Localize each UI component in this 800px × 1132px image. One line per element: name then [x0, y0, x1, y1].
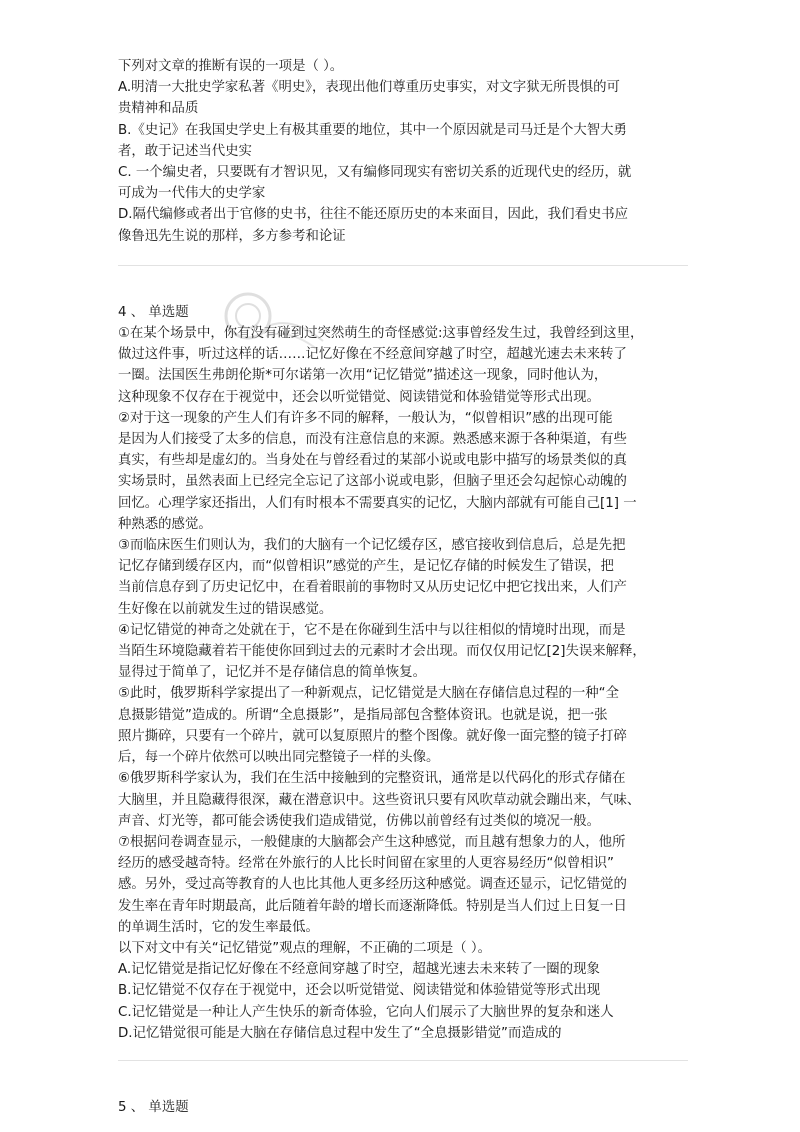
- option-d-line-1: D.隔代编修或者出于官修的史书，往往不能还原历史的本来面目，因此，我们看史书应: [118, 207, 629, 223]
- passage-line: 是因为人们接受了太多的信息，而没有注意信息的来源。熟悉感来源于各种渠道，有些: [118, 432, 627, 448]
- passage-line: ⑥俄罗斯科学家认为，我们在生活中接触到的完整资讯，通常是以代码化的形式存储在: [118, 771, 626, 787]
- passage-line: 种熟悉的感觉。: [118, 516, 212, 532]
- passage-line: 当陌生环境隐藏着若干能使你回到过去的元素时才会出现。而仅仅用记忆[2]失误来解释，: [118, 644, 646, 660]
- document-page: [118, 56, 688, 1118]
- option-a-line-2: 贵精神和品质: [118, 101, 199, 117]
- section-divider: [118, 265, 688, 266]
- option-b: B.记忆错觉不仅存在于视觉中，还会以听觉错觉、阅读错觉和体验错觉等形式出现: [118, 983, 601, 999]
- option-c-line-2: 可成为一代伟大的史学家: [118, 186, 266, 202]
- passage-line: 真实，有些却是虚幻的。当身处在与曾经看过的某部小说或电影中描写的场景类似的真: [118, 453, 627, 469]
- option-b-line-2: 者，敢于记述当代史实: [118, 143, 252, 159]
- passage-line: 经历的感受越奇特。经常在外旅行的人比长时间留在家里的人更容易经历“似曾相识”: [118, 856, 614, 872]
- option-d-line-2: 像鲁迅先生说的那样，多方参考和论证: [118, 228, 346, 244]
- passage-line: ①在某个场景中，你有没有碰到过突然萌生的奇怪感觉:这事曾经发生过，我曾经到这里，: [118, 326, 644, 342]
- passage-line: ③而临床医生们则认为，我们的大脑有一个记忆缓存区，感官接收到信息后，总是先把: [118, 538, 626, 554]
- passage-line: 记忆存储到缓存区内，而“似曾相识”感觉的产生，是记忆存储的时候发生了错误，把: [118, 559, 614, 575]
- passage-line: 照片撕碎，只要有一个碎片，就可以复原照片的整个图像。就好像一面完整的镜子打碎: [118, 728, 627, 744]
- passage-line: 实场景时，虽然表面上已经完全忘记了这部小说或电影，但脑子里还会勾起惊心动魄的: [118, 474, 627, 490]
- watermark-logo-icon: [218, 286, 328, 356]
- section-divider: [118, 1060, 688, 1061]
- passage-line: ②对于这一现象的产生人们有许多不同的解释，一般认为，“似曾相识”感的出现可能: [118, 410, 613, 426]
- option-d: D.记忆错觉很可能是大脑在存储信息过程中发生了“全息摄影错觉”而造成的: [118, 1025, 562, 1041]
- passage-line: 的单调生活时，它的发生率最低。: [118, 919, 319, 935]
- passage-line: 感。另外，受过高等教育的人也比其他人更多经历这种感觉。调查还显示，记忆错觉的: [118, 877, 627, 893]
- passage-line: 大脑里，并且隐藏得很深，藏在潜意识中。这些资讯只要有风吹草动就会蹦出来，气味、: [118, 792, 641, 808]
- passage-line: ⑦根据问卷调查显示，一般健康的大脑都会产生这种感觉，而且越有想象力的人，他所: [118, 834, 626, 850]
- passage-line: ⑤此时，俄罗斯科学家提出了一种新观点，记忆错觉是大脑在存储信息过程的一种“全: [118, 686, 620, 702]
- passage-line: 声音、灯光等，都可能会诱使我们造成错觉，仿佛以前曾经有过类似的境况一般。: [118, 813, 601, 829]
- option-c-line-1: C. 一个编史者，只要既有才智识见，又有编修同现实有密切关系的近现代史的经历，就: [118, 165, 632, 181]
- passage-line: 显得过于简单了，记忆并不是存储信息的简单恢复。: [118, 665, 426, 681]
- question-prompt: 以下对文中有关“记忆错觉”观点的理解，不正确的二项是（ ）。: [118, 940, 491, 956]
- passage-line: 后，每一个碎片依然可以映出同完整镜子一样的头像。: [118, 750, 440, 766]
- question-prompt: 下列对文章的推断有误的一项是（ ）。: [118, 59, 344, 74]
- passage-line: 当前信息存到了历史记忆中，在看着眼前的事物时又从历史记忆中把它找出来，人们产: [118, 580, 627, 596]
- passage-line: 一圈。法国医生弗朗伦斯*可尔诺第一次用“记忆错觉”描述这一现象，同时他认为，: [118, 368, 608, 384]
- option-c: C.记忆错觉是一种让人产生快乐的新奇体验，它向人们展示了大脑世界的复杂和迷人: [118, 1004, 614, 1020]
- option-b-line-1: B.《史记》在我国史学史上有极其重要的地位，其中一个原因就是司马迁是个大智大勇: [118, 122, 627, 138]
- question-4-body: [118, 323, 688, 1044]
- passage-line: 生好像在以前就发生过的错误感觉。: [118, 601, 333, 617]
- passage-line: 回忆。心理学家还指出，人们有时根本不需要真实的记忆，大脑内部就有可能自己[1] 一: [118, 495, 637, 511]
- option-a: A.记忆错觉是指记忆好像在不经意间穿越了时空，超越光速去未来转了一圈的现象: [118, 962, 600, 978]
- question-5-heading: 5 、 单选题: [118, 1099, 189, 1115]
- passage-line: 发生率在青年时期最高，此后随着年龄的增长而逐渐降低。特别是当人们过上日复一日: [118, 898, 627, 914]
- option-a-line-1: A.明清一大批史学家私著《明史》，表现出他们尊重历史事实，对文字狱无所畏惧的可: [118, 80, 620, 96]
- passage-line: 息摄影错觉”造成的。所谓“全息摄影”，是指局部包含整体资讯。也就是说，把一张: [118, 707, 608, 723]
- passage-line: 这种现象不仅存在于视觉中，还会以听觉错觉、阅读错觉和体验错觉等形式出现。: [118, 389, 601, 405]
- passage-line: 做过这件事，听过这样的话……记忆好像在不经意间穿越了时空，超越光速去未来转了: [118, 347, 627, 363]
- passage-line: ④记忆错觉的神奇之处就在于，它不是在你碰到生活中与以往相似的情境时出现，而是: [118, 622, 626, 638]
- question-4-heading: 4 、 单选题: [118, 304, 189, 320]
- question-3-options: [118, 56, 688, 247]
